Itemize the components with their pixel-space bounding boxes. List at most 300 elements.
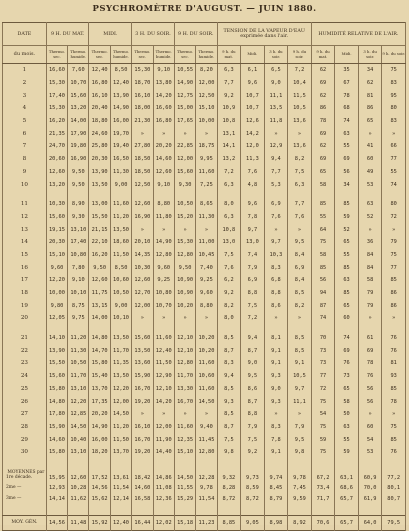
header-3h-soir: 3 H. DU SOIR. xyxy=(132,23,175,46)
value-cell: 20,20 xyxy=(153,140,174,153)
value-cell: 7,5 xyxy=(288,166,312,179)
value-cell: 9,5 xyxy=(288,236,312,249)
value-cell: 12,20 xyxy=(68,395,89,408)
value-cell: 12,40 xyxy=(153,344,174,357)
value-cell: 15,30 xyxy=(132,64,153,77)
value-cell: 10,00 xyxy=(196,115,217,128)
value-cell: 20,10 xyxy=(132,236,153,249)
value-cell: 8,20 xyxy=(196,64,217,77)
monthly-mean-value: 70,6 xyxy=(311,515,335,530)
mean-value-cell: 7,45 xyxy=(288,483,312,494)
value-cell: 74 xyxy=(311,312,335,325)
value-cell: » xyxy=(196,408,217,421)
value-cell: 15,50 xyxy=(89,211,110,224)
value-cell: 86 xyxy=(382,299,406,312)
mean-value-cell: 9,59 xyxy=(288,494,312,505)
value-cell: 62 xyxy=(311,89,335,102)
value-cell: 16,90 xyxy=(132,211,153,224)
value-cell: 8,4 xyxy=(288,249,312,262)
value-cell: 13,10 xyxy=(68,446,89,459)
value-cell: 15,60 xyxy=(132,332,153,345)
value-cell: 4,8 xyxy=(241,178,265,191)
value-cell: 10,45 xyxy=(196,249,217,262)
value-cell: 80 xyxy=(382,102,406,115)
value-cell: 84 xyxy=(358,249,382,262)
value-cell: 15,80 xyxy=(89,357,110,370)
sub-header: 9 h. du mat. xyxy=(311,46,335,64)
value-cell: 9,3 xyxy=(264,370,288,383)
value-cell: 34 xyxy=(358,64,382,77)
value-cell: 13,50 xyxy=(110,332,131,345)
value-cell: 7,7 xyxy=(264,166,288,179)
table-row xyxy=(3,383,406,396)
value-cell: 34 xyxy=(335,178,359,191)
value-cell: 74 xyxy=(382,178,406,191)
value-cell: 13,30 xyxy=(174,383,195,396)
value-cell: 19,40 xyxy=(110,140,131,153)
value-cell: » xyxy=(264,408,288,421)
monthly-mean-value: 8,92 xyxy=(288,515,312,530)
value-cell: » xyxy=(358,127,382,140)
mean-value-cell: 15,29 xyxy=(174,494,195,505)
value-cell: 13,50 xyxy=(110,370,131,383)
day-cell: 27 xyxy=(3,408,47,421)
monthly-mean-value: 9,05 xyxy=(241,515,265,530)
day-cell: 29 xyxy=(3,433,47,446)
value-cell: » xyxy=(358,408,382,421)
value-cell: 7,5 xyxy=(241,433,265,446)
table-row xyxy=(3,357,406,370)
page-title: PSYCHROMÈTRE D'AUGUST. — JUIN 1880. xyxy=(92,4,317,14)
value-cell: 8,6 xyxy=(241,383,265,396)
value-cell: 16,20 xyxy=(89,249,110,262)
table-row xyxy=(3,77,406,90)
value-cell: » xyxy=(153,408,174,421)
value-cell: 63 xyxy=(335,421,359,434)
value-cell: 16,00 xyxy=(89,433,110,446)
mean-value-cell: 65,7 xyxy=(335,494,359,505)
value-cell: 9,00 xyxy=(110,299,131,312)
monthly-mean-value: 11,23 xyxy=(196,515,217,530)
value-cell: 16,70 xyxy=(132,433,153,446)
value-cell: 9,50 xyxy=(68,178,89,191)
value-cell: 9,10 xyxy=(153,64,174,77)
value-cell: 74 xyxy=(335,115,359,128)
value-cell: 12,70 xyxy=(132,287,153,300)
value-cell: 58 xyxy=(358,274,382,287)
value-cell: 7,7 xyxy=(217,77,241,90)
value-cell: 6,2 xyxy=(217,274,241,287)
value-cell: 10,20 xyxy=(174,299,195,312)
value-cell: 14,10 xyxy=(46,332,67,345)
value-cell: 12,20 xyxy=(46,274,67,287)
value-cell: 12,75 xyxy=(174,89,195,102)
value-cell: 41 xyxy=(358,140,382,153)
value-cell: » xyxy=(358,312,382,325)
value-cell: 60 xyxy=(358,153,382,166)
sub-header: 9 h. du mat. xyxy=(217,46,241,64)
mean-value-cell: 8,59 xyxy=(241,483,265,494)
table-row xyxy=(3,140,406,153)
mean-value-cell: 17,52 xyxy=(89,459,110,483)
value-cell: 17,40 xyxy=(68,236,89,249)
value-cell: 15,80 xyxy=(46,446,67,459)
value-cell: 69 xyxy=(358,344,382,357)
day-cell: 6 xyxy=(3,127,47,140)
value-cell: 83 xyxy=(382,77,406,90)
sub-header: Midi. xyxy=(335,46,359,64)
value-cell: 85 xyxy=(335,198,359,211)
value-cell: » xyxy=(358,223,382,236)
table-row xyxy=(3,153,406,166)
value-cell: 12,10 xyxy=(174,344,195,357)
mean-value-cell: 14,56 xyxy=(89,483,110,494)
table-row xyxy=(3,223,406,236)
value-cell: 75 xyxy=(311,395,335,408)
value-cell: 12,20 xyxy=(110,383,131,396)
value-cell: » xyxy=(153,223,174,236)
value-cell: 8,8 xyxy=(264,287,288,300)
value-cell: 9,7 xyxy=(241,223,265,236)
data-body xyxy=(3,64,406,459)
value-cell: 8,0 xyxy=(217,198,241,211)
value-cell: 12,00 xyxy=(110,395,131,408)
mean-value-cell: 12,93 xyxy=(46,483,67,494)
value-cell: 12,6 xyxy=(241,115,265,128)
value-cell: 9,8 xyxy=(217,446,241,459)
value-cell: 13,0 xyxy=(241,236,265,249)
mean-value-cell: 11,08 xyxy=(153,483,174,494)
value-cell: 14,60 xyxy=(46,433,67,446)
value-cell: 7,9 xyxy=(288,421,312,434)
value-cell: 11,30 xyxy=(68,344,89,357)
value-cell: 18,00 xyxy=(132,102,153,115)
value-cell: 8,3 xyxy=(217,357,241,370)
value-cell: 9,25 xyxy=(196,274,217,287)
spacer xyxy=(3,505,406,516)
value-cell: 9,80 xyxy=(46,299,67,312)
value-cell: » xyxy=(153,127,174,140)
value-cell: 75 xyxy=(382,249,406,262)
mean-value-cell: 60,9 xyxy=(358,459,382,483)
value-cell: 16,10 xyxy=(132,421,153,434)
value-cell: 7,6 xyxy=(288,211,312,224)
value-cell: 73 xyxy=(311,357,335,370)
value-cell: 8,3 xyxy=(264,261,288,274)
value-cell: 13,50 xyxy=(89,178,110,191)
value-cell: 9,7 xyxy=(264,236,288,249)
value-cell: 65 xyxy=(335,383,359,396)
value-cell: 11,50 xyxy=(153,357,174,370)
value-cell: » xyxy=(174,127,195,140)
value-cell: 17,80 xyxy=(46,408,67,421)
value-cell: 58 xyxy=(311,249,335,262)
value-cell: 9,10 xyxy=(153,178,174,191)
value-cell: 85 xyxy=(311,198,335,211)
table-row xyxy=(3,89,406,102)
value-cell: 8,2 xyxy=(288,299,312,312)
value-cell: 8,5 xyxy=(288,344,312,357)
value-cell: 24,70 xyxy=(46,140,67,153)
value-cell: 12,10 xyxy=(174,332,195,345)
mean-value-cell: 10,28 xyxy=(68,483,89,494)
value-cell: 25,80 xyxy=(89,140,110,153)
value-cell: 9,25 xyxy=(153,274,174,287)
value-cell: 86 xyxy=(382,287,406,300)
sub-header: Thermo. humide. xyxy=(153,46,174,64)
value-cell: 59 xyxy=(335,446,359,459)
monthly-mean-value: 12,40 xyxy=(110,515,131,530)
value-cell: 11,60 xyxy=(196,357,217,370)
value-cell: » xyxy=(174,408,195,421)
mean-value-cell: 8,79 xyxy=(264,494,288,505)
value-cell: 6,9 xyxy=(288,261,312,274)
value-cell: 7,2 xyxy=(217,166,241,179)
value-cell: 11,1 xyxy=(264,89,288,102)
value-cell: 8,4 xyxy=(288,274,312,287)
value-cell: 9,50 xyxy=(68,166,89,179)
value-cell: 11,90 xyxy=(153,433,174,446)
decade-label: 1re décade. xyxy=(6,475,33,481)
mean-value-cell: 71,7 xyxy=(311,494,335,505)
value-cell: 69 xyxy=(335,344,359,357)
value-cell: 11,20 xyxy=(68,332,89,345)
value-cell: 66 xyxy=(382,140,406,153)
value-cell: 9,60 xyxy=(153,261,174,274)
value-cell: 15,60 xyxy=(46,370,67,383)
value-cell: 13,70 xyxy=(110,446,131,459)
value-cell: 19,70 xyxy=(110,127,131,140)
mean-value-cell: 12,36 xyxy=(153,494,174,505)
value-cell: 16,90 xyxy=(68,153,89,166)
value-cell: 87 xyxy=(311,299,335,312)
value-cell: 8,5 xyxy=(217,408,241,421)
sub-header: 3 h. du soir. xyxy=(358,46,382,64)
value-cell: 11,00 xyxy=(196,236,217,249)
value-cell: 9,1 xyxy=(264,446,288,459)
value-cell: 15,30 xyxy=(174,236,195,249)
decade-spacer xyxy=(3,325,406,332)
value-cell: 16,50 xyxy=(110,153,131,166)
value-cell: 8,65 xyxy=(196,198,217,211)
means-body xyxy=(3,459,406,531)
value-cell: 9,2 xyxy=(217,89,241,102)
value-cell: 7,5 xyxy=(217,433,241,446)
value-cell: 78 xyxy=(311,115,335,128)
mean-value-cell: 14,14 xyxy=(46,494,67,505)
value-cell: 94 xyxy=(311,287,335,300)
value-cell: 7,60 xyxy=(68,64,89,77)
value-cell: 16,10 xyxy=(89,89,110,102)
mean-value-cell: 11,54 xyxy=(110,483,131,494)
value-cell: 93 xyxy=(382,370,406,383)
value-cell: 9,5 xyxy=(241,370,265,383)
value-cell: 10,40 xyxy=(68,433,89,446)
sub-header: du mois. xyxy=(3,46,47,64)
value-cell: 76 xyxy=(335,357,359,370)
monthly-mean-value: 65,7 xyxy=(335,515,359,530)
monthly-mean-value: 8,85 xyxy=(217,515,241,530)
value-cell: 16,00 xyxy=(110,115,131,128)
value-cell: 62 xyxy=(311,140,335,153)
value-cell: 18,20 xyxy=(89,446,110,459)
value-cell: 69 xyxy=(311,153,335,166)
value-cell: 9,0 xyxy=(264,383,288,396)
value-cell: 63 xyxy=(335,274,359,287)
value-cell: 13,15 xyxy=(89,299,110,312)
mean-value-cell: 8,72 xyxy=(217,494,241,505)
value-cell: 21,15 xyxy=(89,223,110,236)
value-cell: 8,7 xyxy=(217,421,241,434)
value-cell: 14,90 xyxy=(89,421,110,434)
table-row xyxy=(3,115,406,128)
value-cell: 69 xyxy=(335,153,359,166)
mean-value-cell: 14,86 xyxy=(153,459,174,483)
sub-header-row xyxy=(3,46,406,64)
value-cell: 7,6 xyxy=(217,261,241,274)
mean-value-cell: 8,72 xyxy=(241,494,265,505)
value-cell: 13,2 xyxy=(217,153,241,166)
group-header-row xyxy=(3,23,406,46)
sub-header: Thermo. humide. xyxy=(110,46,131,64)
value-cell: 10,20 xyxy=(196,332,217,345)
value-cell: 11,75 xyxy=(89,287,110,300)
value-cell: 52 xyxy=(358,211,382,224)
value-cell: 9,4 xyxy=(217,370,241,383)
sub-header: Thermo. humide. xyxy=(196,46,217,64)
value-cell: 14,50 xyxy=(196,395,217,408)
value-cell: 16,20 xyxy=(46,115,67,128)
mean-value-cell: 12,60 xyxy=(68,459,89,483)
value-cell: 14,2 xyxy=(241,127,265,140)
mean-value-cell: 8,28 xyxy=(217,483,241,494)
value-cell: 12,85 xyxy=(68,408,89,421)
value-cell: 9,50 xyxy=(89,261,110,274)
value-cell: 55 xyxy=(335,433,359,446)
value-cell: 16,80 xyxy=(153,115,174,128)
value-cell: 19,20 xyxy=(132,446,153,459)
value-cell: » xyxy=(382,223,406,236)
table-row xyxy=(3,166,406,179)
value-cell: 7,5 xyxy=(241,299,265,312)
value-cell: 13,70 xyxy=(89,383,110,396)
day-cell: 9 xyxy=(3,166,47,179)
header-midi: MIDI. xyxy=(89,23,132,46)
value-cell: 11,20 xyxy=(110,421,131,434)
value-cell: 14,50 xyxy=(68,421,89,434)
mean-value-cell: 11,62 xyxy=(68,494,89,505)
value-cell: 12,50 xyxy=(196,89,217,102)
value-cell: 7,6 xyxy=(241,166,265,179)
sub-header: Midi. xyxy=(241,46,265,64)
value-cell: 10,90 xyxy=(174,287,195,300)
value-cell: 85 xyxy=(382,433,406,446)
value-cell: 9,60 xyxy=(46,261,67,274)
decade-mean-row xyxy=(3,494,406,505)
value-cell: 54 xyxy=(311,408,335,421)
value-cell: 7,25 xyxy=(196,178,217,191)
value-cell: 84 xyxy=(358,261,382,274)
monthly-mean-value: 16,44 xyxy=(132,515,153,530)
value-cell: 13,20 xyxy=(68,102,89,115)
mean-value-cell: 68,6 xyxy=(335,483,359,494)
value-cell: 12,05 xyxy=(46,312,67,325)
monthly-mean-value: 12,02 xyxy=(153,515,174,530)
value-cell: 8,0 xyxy=(217,312,241,325)
value-cell: 11,5 xyxy=(288,89,312,102)
value-cell: 85 xyxy=(382,274,406,287)
value-cell: 7,40 xyxy=(196,261,217,274)
sub-header: Thermo. sec. xyxy=(174,46,195,64)
day-cell: 10 xyxy=(3,178,47,191)
value-cell: 75 xyxy=(382,421,406,434)
value-cell: 9,1 xyxy=(264,344,288,357)
mean-value-cell: 73,4 xyxy=(311,483,335,494)
value-cell: 8,8 xyxy=(241,408,265,421)
value-cell: 9,1 xyxy=(288,357,312,370)
value-cell: 12,00 xyxy=(132,299,153,312)
value-cell: 15,60 xyxy=(174,166,195,179)
value-cell: 18,70 xyxy=(132,77,153,90)
table-row xyxy=(3,198,406,211)
value-cell: 7,9 xyxy=(241,261,265,274)
value-cell: 62 xyxy=(358,77,382,90)
value-cell: 7,8 xyxy=(264,433,288,446)
value-cell: 10,30 xyxy=(46,198,67,211)
day-cell: 16 xyxy=(3,261,47,274)
day-cell: 7 xyxy=(3,140,47,153)
value-cell: 19,20 xyxy=(132,395,153,408)
value-cell: 59 xyxy=(311,433,335,446)
value-cell: 16,70 xyxy=(174,395,195,408)
value-cell: » xyxy=(132,408,153,421)
mean-value-cell: 63,1 xyxy=(335,459,359,483)
value-cell: 15,10 xyxy=(174,446,195,459)
value-cell: 8,2 xyxy=(288,153,312,166)
value-cell: 8,50 xyxy=(110,64,131,77)
table-row xyxy=(3,312,406,325)
value-cell: 10,80 xyxy=(68,249,89,262)
value-cell: 14,1 xyxy=(217,140,241,153)
value-cell: 68 xyxy=(335,102,359,115)
value-cell: 60 xyxy=(358,421,382,434)
sub-header: Thermo. sec. xyxy=(132,46,153,64)
table-row xyxy=(3,433,406,446)
value-cell: 83 xyxy=(382,115,406,128)
value-cell: 77 xyxy=(311,370,335,383)
monthly-mean-value: 15,18 xyxy=(174,515,195,530)
value-cell: 12,60 xyxy=(153,166,174,179)
value-cell: 79 xyxy=(382,236,406,249)
value-cell: 10,20 xyxy=(196,344,217,357)
value-cell: 12,80 xyxy=(196,446,217,459)
value-cell: 9,4 xyxy=(264,153,288,166)
value-cell: 10,70 xyxy=(68,77,89,90)
value-cell: 11,45 xyxy=(196,433,217,446)
value-cell: 12,90 xyxy=(153,370,174,383)
value-cell: » xyxy=(264,223,288,236)
value-cell: 6,3 xyxy=(217,178,241,191)
day-cell: 15 xyxy=(3,249,47,262)
value-cell: 10,10 xyxy=(68,287,89,300)
value-cell: 50 xyxy=(335,408,359,421)
mean-value-cell: 12,14 xyxy=(110,494,131,505)
value-cell: 8,2 xyxy=(217,299,241,312)
value-cell: 69 xyxy=(311,127,335,140)
value-cell: » xyxy=(132,312,153,325)
header-relative-humidity: HUMIDITÉ RELATIVE DE L'AIR. xyxy=(311,23,405,46)
value-cell: 13,80 xyxy=(153,77,174,90)
